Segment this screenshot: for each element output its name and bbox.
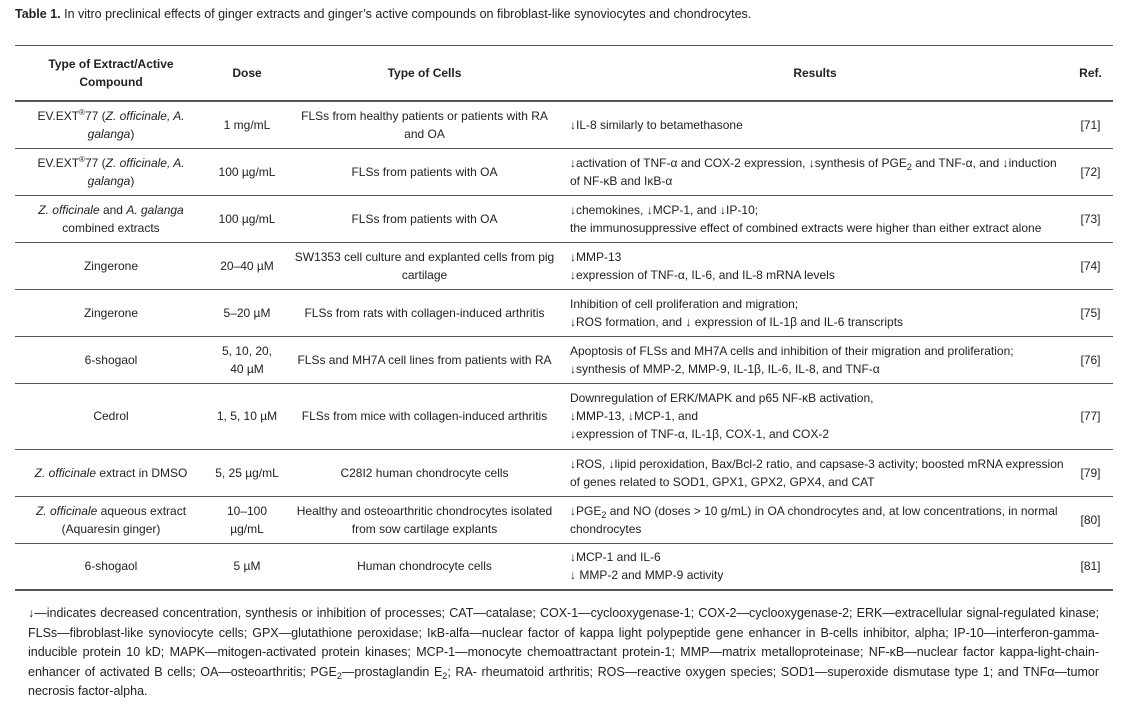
cell-cells: FLSs from healthy patients or patients with RA and OA — [301, 108, 548, 141]
header-results: Results — [793, 66, 837, 80]
cell-cells: FLSs from rats with collagen-induced arthritis — [304, 305, 545, 320]
cell-dose: 100 µg/mL — [218, 164, 276, 179]
cell-cells: FLSs from patients with OA — [351, 211, 498, 226]
cell-results: ↓IL-8 similarly to betamethasone — [570, 117, 743, 132]
header-ref: Ref. — [1079, 66, 1102, 80]
table-row — [15, 148, 1113, 195]
cell-results: ↓ROS, ↓lipid peroxidation, Bax/Bcl-2 ratio, and capsase-3 activity; boosted mRNA expression of genes related to SOD1, GPX1, GPX2, GPX4, and CAT — [570, 456, 1064, 489]
cell-extract: 6-shogaol — [84, 559, 138, 574]
cell-dose: 20–40 µM — [220, 258, 274, 273]
caption-text: In vitro preclinical effects of ginger extracts and ginger’s active compounds on fibroblast-like synoviocytes and chondrocytes. — [60, 7, 752, 21]
table-row — [15, 496, 1113, 543]
table-row — [15, 336, 1113, 383]
cell-extract: 6-shogaol — [84, 352, 138, 367]
cell-extract: Z. officinale extract in DMSO — [34, 465, 188, 480]
table-row — [15, 101, 1113, 148]
cell-dose: 10–100 µg/mL — [226, 503, 268, 536]
cell-ref: [72] — [1080, 164, 1101, 179]
results-table — [15, 45, 1113, 591]
table-caption — [15, 7, 751, 21]
cell-ref: [81] — [1080, 559, 1101, 574]
cell-cells: C28I2 human chondrocyte cells — [340, 465, 509, 480]
cell-results: ↓chemokines, ↓MCP-1, and ↓IP-10; the immunosuppressive effect of combined extracts were higher than either extract alone — [570, 202, 1042, 235]
table-row — [15, 289, 1113, 336]
cell-extract: Zingerone — [83, 305, 139, 320]
cell-dose: 5–20 µM — [223, 305, 271, 320]
cell-extract: Cedrol — [93, 409, 129, 423]
cell-ref: [75] — [1080, 305, 1101, 320]
cell-cells: FLSs and MH7A cell lines from patients with RA — [297, 352, 552, 367]
cell-results: ↓activation of TNF-α and COX-2 expression, ↓synthesis of $PGE_2$ and TNF-α, and ↓induction of NF-κB and IκB-α — [570, 155, 1057, 188]
cell-ref: [74] — [1080, 258, 1101, 273]
header-dose: Dose — [232, 66, 262, 80]
cell-dose: 5, 10, 20, 40 µM — [221, 343, 273, 376]
cell-dose: 1, 5, 10 µM — [216, 409, 278, 423]
cell-extract: Zingerone — [83, 258, 139, 273]
table-row — [15, 449, 1113, 496]
cell-ref: [77] — [1080, 409, 1101, 423]
table-row — [15, 242, 1113, 289]
cell-cells: Human chondrocyte cells — [357, 559, 492, 574]
cell-ref: [76] — [1080, 352, 1101, 367]
cell-results: ↓MMP-13 ↓expression of TNF-α, IL-6, and IL-8 mRNA levels — [570, 249, 835, 282]
table-row — [15, 383, 1113, 449]
cell-extract: Z. officinale aqueous extract (Aquaresin ginger) — [35, 503, 187, 536]
header-row — [15, 46, 1113, 102]
table-row — [15, 543, 1113, 590]
header-cells: Type of Cells — [387, 66, 462, 80]
cell-ref: [80] — [1080, 512, 1101, 527]
cell-extract: EV.EXT®77 (Z. officinale, A. galanga) — [37, 154, 185, 188]
cell-cells: SW1353 cell culture and explanted cells from pig cartilage — [294, 249, 555, 282]
cell-ref: [79] — [1080, 465, 1101, 480]
header-extract: Type of Extract/Active Compound — [48, 57, 174, 89]
cell-results: $↓PGE_2$ and NO (doses > 10 g/mL) in OA chondrocytes and, at low concentrations, in normal chondrocytes — [570, 503, 1058, 536]
cell-results: ↓MCP-1 and IL-6 ↓ MMP-2 and MMP-9 activity — [570, 550, 724, 583]
cell-ref: [71] — [1080, 117, 1101, 132]
cell-dose: 5 µM — [233, 559, 261, 574]
cell-dose: 1 mg/mL — [223, 117, 271, 132]
cell-cells: FLSs from patients with OA — [351, 164, 498, 179]
table-footnote: ↓—indicates decreased concentration, synthesis or inhibition of processes; CAT—catalase; COX-1—cyclooxygenase-1; COX-2—cyclooxygenase-2; ERK—extracellular signal-regulated kinase; FLSs—fibroblast-like synoviocyte cells; GPX—glutathione peroxidase; IκB-alfa—nuclear factor of kappa light polypeptide gene enhancer in B-cells inhibitor, alpha; IP-10—interferon-gamma-inducible protein 10 kD; MAPK—mitogen-activated protein kinases; MCP-1—monocyte chemoattractant protein-1; MMP—matrix metalloproteinase; NF-κB—nuclear factor kappa-light-chain-enhancer of activated B cells; OA—osteoarthritis; $PGE_2—prostaglandin$ $E_2$; RA- rheumatoid arthritis; ROS—reactive oxygen species; SOD1—superoxide dismutase type 1; and TNFα—tumor necrosis factor-alpha. — [28, 606, 1099, 699]
cell-extract: EV.EXT®77 (Z. officinale, A. galanga) — [37, 107, 185, 141]
cell-cells: Healthy and osteoarthritic chondrocytes isolated from sow cartilage explants — [296, 503, 553, 536]
cell-extract: Z. officinale and A. galanga combined extracts — [38, 202, 184, 235]
cell-results: Downregulation of ERK/MAPK and p65 NF-κB activation, ↓MMP-13, ↓MCP-1, and ↓expression of TNF-α, IL-1β, COX-1, and COX-2 — [570, 391, 874, 441]
cell-results: Apoptosis of FLSs and MH7A cells and inhibition of their migration and proliferation; ↓synthesis of MMP-2, MMP-9, IL-1β, IL-6, IL-8, and TNF-α — [570, 343, 1014, 376]
cell-ref: [73] — [1080, 211, 1101, 226]
table-row — [15, 195, 1113, 242]
caption-label: Table 1. — [15, 7, 61, 21]
cell-dose: 5, 25 µg/mL — [215, 465, 279, 480]
cell-cells: FLSs from mice with collagen-induced arthritis — [301, 409, 548, 423]
cell-results: Inhibition of cell proliferation and migration; ↓ROS formation, and ↓ expression of IL-1β and IL-6 transcripts — [570, 296, 904, 329]
cell-dose: 100 µg/mL — [218, 211, 276, 226]
